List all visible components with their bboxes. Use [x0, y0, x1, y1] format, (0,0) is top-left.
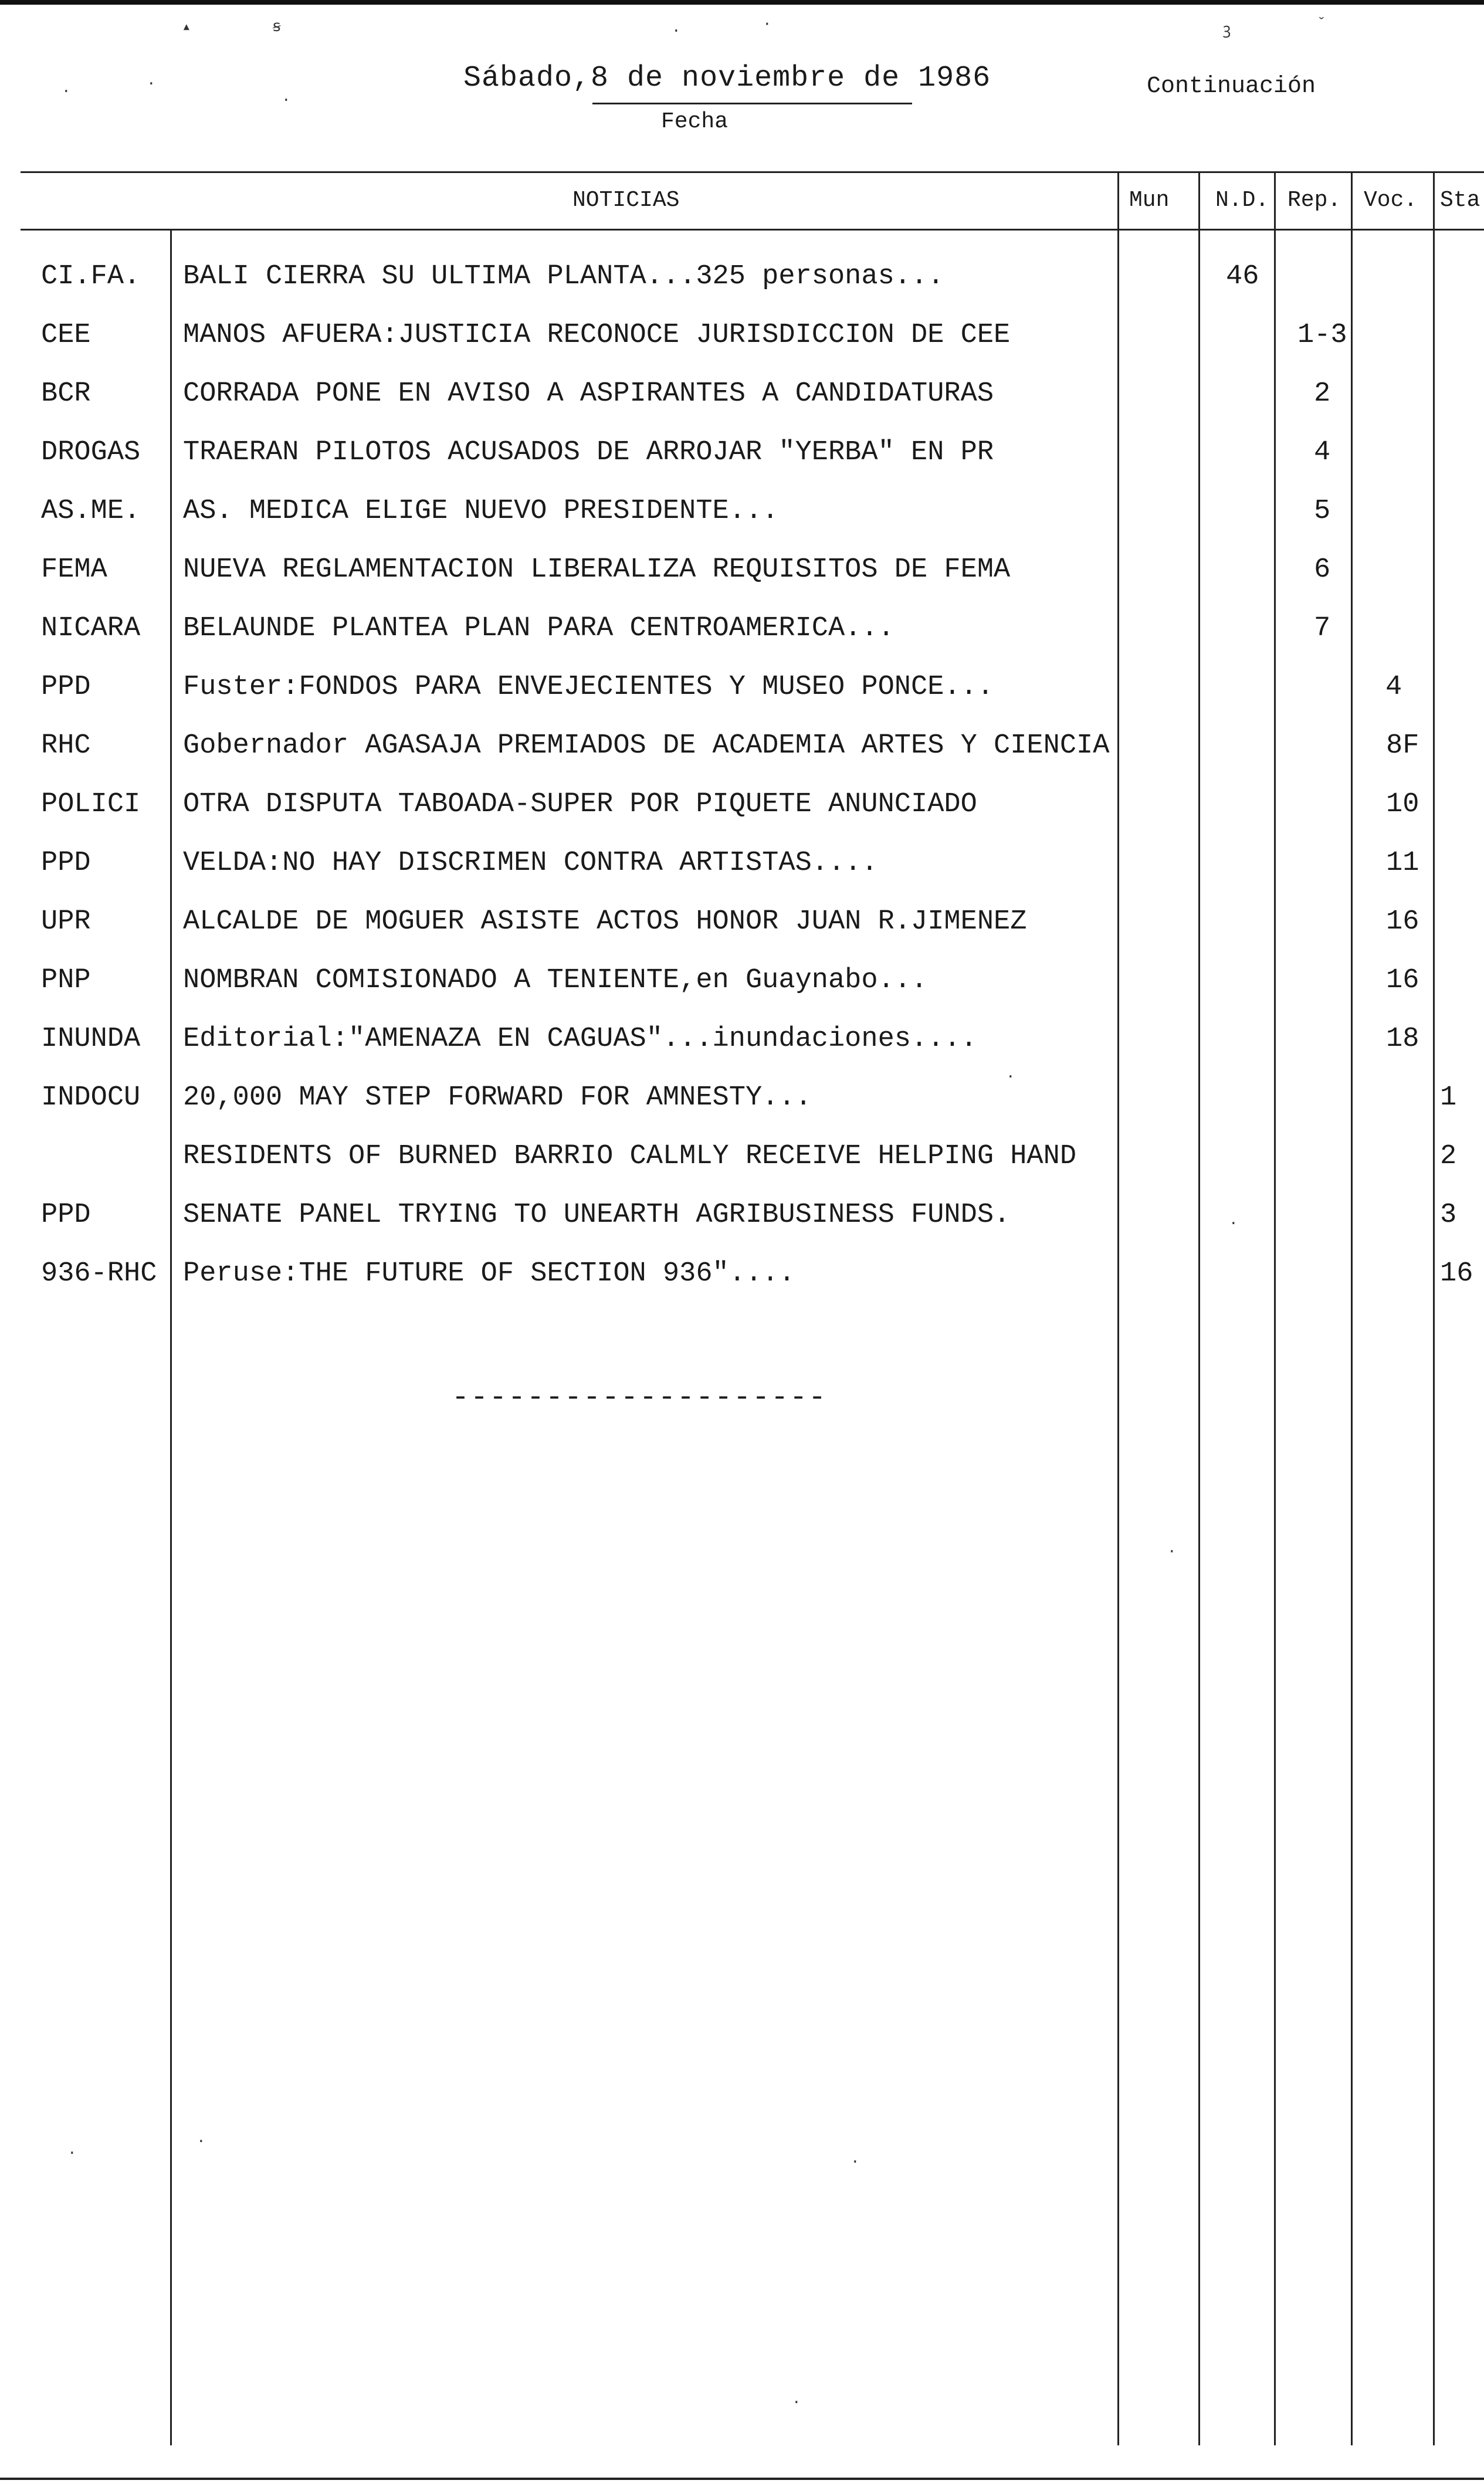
table-row — [0, 496, 1484, 554]
row-headline: Peruse:THE FUTURE OF SECTION 936".... — [183, 1258, 795, 1289]
row-voc-value: 4 — [1385, 672, 1402, 703]
row-sta-value: 2 — [1440, 1141, 1457, 1172]
table-row — [0, 554, 1484, 613]
closing-separator: -------------------- — [452, 1381, 828, 1415]
table-row — [0, 906, 1484, 965]
table-row — [0, 437, 1484, 496]
row-voc-value: 8F — [1386, 730, 1419, 761]
row-headline: MANOS AFUERA:JUSTICIA RECONOCE JURISDICCION DE CEE — [183, 320, 1011, 351]
row-code: UPR — [41, 906, 91, 937]
table-row — [0, 613, 1484, 672]
row-voc-value: 18 — [1386, 1024, 1419, 1055]
table-row — [0, 1141, 1484, 1200]
column-header-sta: Sta — [1440, 188, 1480, 213]
table-row — [0, 1258, 1484, 1317]
row-code: CEE — [41, 320, 91, 351]
row-headline: NOMBRAN COMISIONADO A TENIENTE,en Guaynabo... — [183, 965, 928, 996]
table-row — [0, 965, 1484, 1024]
date-label: Fecha — [661, 109, 729, 134]
row-rep-value: 6 — [1314, 554, 1331, 585]
continuation-label: Continuación — [1147, 73, 1316, 100]
row-code: FEMA — [41, 554, 107, 585]
row-sta-value: 1 — [1440, 1082, 1457, 1113]
row-headline: CORRADA PONE EN AVISO A ASPIRANTES A CANDIDATURAS — [183, 378, 994, 409]
row-headline: Editorial:"AMENAZA EN CAGUAS"...inundaciones.... — [183, 1024, 977, 1055]
document-date: Sábado,8 de noviembre de 1986 — [463, 62, 991, 95]
row-code: NICARA — [41, 613, 141, 644]
row-rep-value: 7 — [1314, 613, 1331, 644]
table-row — [0, 789, 1484, 848]
date-underline — [592, 103, 912, 104]
table-row — [0, 672, 1484, 730]
row-headline: BALI CIERRA SU ULTIMA PLANTA...325 personas... — [183, 261, 944, 292]
row-voc-value: 10 — [1386, 789, 1419, 820]
row-code: 936-RHC — [41, 1258, 157, 1289]
row-rep-value: 1-3 — [1297, 320, 1347, 351]
row-headline: OTRA DISPUTA TABOADA-SUPER POR PIQUETE ANUNCIADO — [183, 789, 977, 820]
row-headline: RESIDENTS OF BURNED BARRIO CALMLY RECEIVE HELPING HAND — [183, 1141, 1077, 1172]
row-headline: Fuster:FONDOS PARA ENVEJECIENTES Y MUSEO PONCE... — [183, 672, 994, 703]
column-header-nd: N.D. — [1215, 188, 1269, 213]
table-row — [0, 1024, 1484, 1082]
column-header-noticias: NOTICIAS — [572, 188, 680, 213]
table-row — [0, 730, 1484, 789]
row-code: PPD — [41, 672, 91, 703]
row-code: INDOCU — [41, 1082, 141, 1113]
column-header-rep: Rep. — [1288, 188, 1341, 213]
table-row — [0, 848, 1484, 906]
row-voc-value: 11 — [1386, 848, 1419, 879]
table-row — [0, 1082, 1484, 1141]
row-headline: ALCALDE DE MOGUER ASISTE ACTOS HONOR JUAN R.JIMENEZ — [183, 906, 1027, 937]
row-voc-value: 16 — [1386, 906, 1419, 937]
row-rep-value: 2 — [1314, 378, 1331, 409]
column-header-voc: Voc. — [1364, 188, 1418, 213]
top-border — [0, 0, 1484, 5]
row-sta-value: 16 — [1440, 1258, 1473, 1289]
document-page: ▴ ꞩ . · ꝫ ˇ . . . · . . . . . . Sábado,8 de noviembre de 1986 Fecha Continuación NOTICIAS Mun N.D. Rep. Voc. Sta CI.FA. BALI CIERRA SU ULTIMA PLANTA...325 personas... 46 CEE MANOS AFUERA:JUSTICIA RECONOCE JURISDICCION DE CEE 1-3 BCR CORRADA PONE EN AVISO A ASPIRANTES A CANDIDATURAS 2 DROGAS TRAERAN PILOTOS ACUSADOS DE ARROJAR "YERBA" EN PR 4 AS.ME. AS. MEDICA ELIGE NUEVO PRESIDENTE... 5 FEMA NUEVA REGLAMENTACION LIBERALIZA REQUISITOS DE FEMA 6 NICARA BELAUNDE PLANTEA PLAN PARA CENTROAMERICA... 7 PPD Fuster:FONDOS PARA ENVEJECIENTES Y MUSEO PONCE... 4 RHC Gobernador AGASAJA PREMIADOS DE ACADEMIA ARTES Y CIENCIA 8F POLICI OTRA DISPUTA TABOADA-SUPER POR PIQUETE ANUNCIADO 10 PPD VELDA:NO HAY DISCRIMEN CONTRA ARTISTAS.... 11 UPR ALCALDE DE MOGUER ASISTE ACTOS HONOR JUAN R.JIMENEZ 16 PNP NOMBRAN COMISIONADO A TENIENTE,en Guaynabo... 16 INUNDA Editorial:"AMENAZA EN CAGUAS"...inundaciones.... 18 INDOCU 20,000 MAY STEP FORWARD FOR AMNESTY... 1 RESIDENTS OF BURNED BARRIO CALMLY RECEIVE HELPING HAND 2 PPD SENATE PANEL TRYING TO UNEARTH AGRIBUSINESS FUNDS. 3 936-RHC Peruse:THE FUTURE OF SECTION 936".... 16 -------------------- — [0, 0, 1484, 2487]
row-voc-value: 16 — [1386, 965, 1419, 996]
table-row — [0, 378, 1484, 437]
row-rep-value: 4 — [1314, 437, 1331, 468]
row-code: POLICI — [41, 789, 141, 820]
row-headline: AS. MEDICA ELIGE NUEVO PRESIDENTE... — [183, 496, 779, 527]
row-code: INUNDA — [41, 1024, 141, 1055]
column-header-mun: Mun — [1129, 188, 1170, 213]
header-bottom-rule — [21, 229, 1484, 231]
row-code: AS.ME. — [41, 496, 141, 527]
table-row — [0, 320, 1484, 378]
row-headline: SENATE PANEL TRYING TO UNEARTH AGRIBUSINESS FUNDS. — [183, 1200, 1011, 1231]
row-headline: Gobernador AGASAJA PREMIADOS DE ACADEMIA ARTES Y CIENCIA — [183, 730, 1110, 761]
row-code: RHC — [41, 730, 91, 761]
bottom-border — [0, 2478, 1484, 2480]
row-code: PNP — [41, 965, 91, 996]
row-code: PPD — [41, 1200, 91, 1231]
row-code: CI.FA. — [41, 261, 141, 292]
table-top-rule — [21, 171, 1484, 173]
row-headline: VELDA:NO HAY DISCRIMEN CONTRA ARTISTAS.... — [183, 848, 878, 879]
table-row — [0, 261, 1484, 320]
row-code: DROGAS — [41, 437, 141, 468]
table-row — [0, 1200, 1484, 1258]
row-headline: NUEVA REGLAMENTACION LIBERALIZA REQUISITOS DE FEMA — [183, 554, 1011, 585]
row-headline: BELAUNDE PLANTEA PLAN PARA CENTROAMERICA... — [183, 613, 895, 644]
row-headline: 20,000 MAY STEP FORWARD FOR AMNESTY... — [183, 1082, 812, 1113]
row-code: BCR — [41, 378, 91, 409]
row-headline: TRAERAN PILOTOS ACUSADOS DE ARROJAR "YERBA" EN PR — [183, 437, 994, 468]
row-nd-value: 46 — [1226, 261, 1259, 292]
row-sta-value: 3 — [1440, 1200, 1457, 1231]
row-rep-value: 5 — [1314, 496, 1331, 527]
row-code: PPD — [41, 848, 91, 879]
